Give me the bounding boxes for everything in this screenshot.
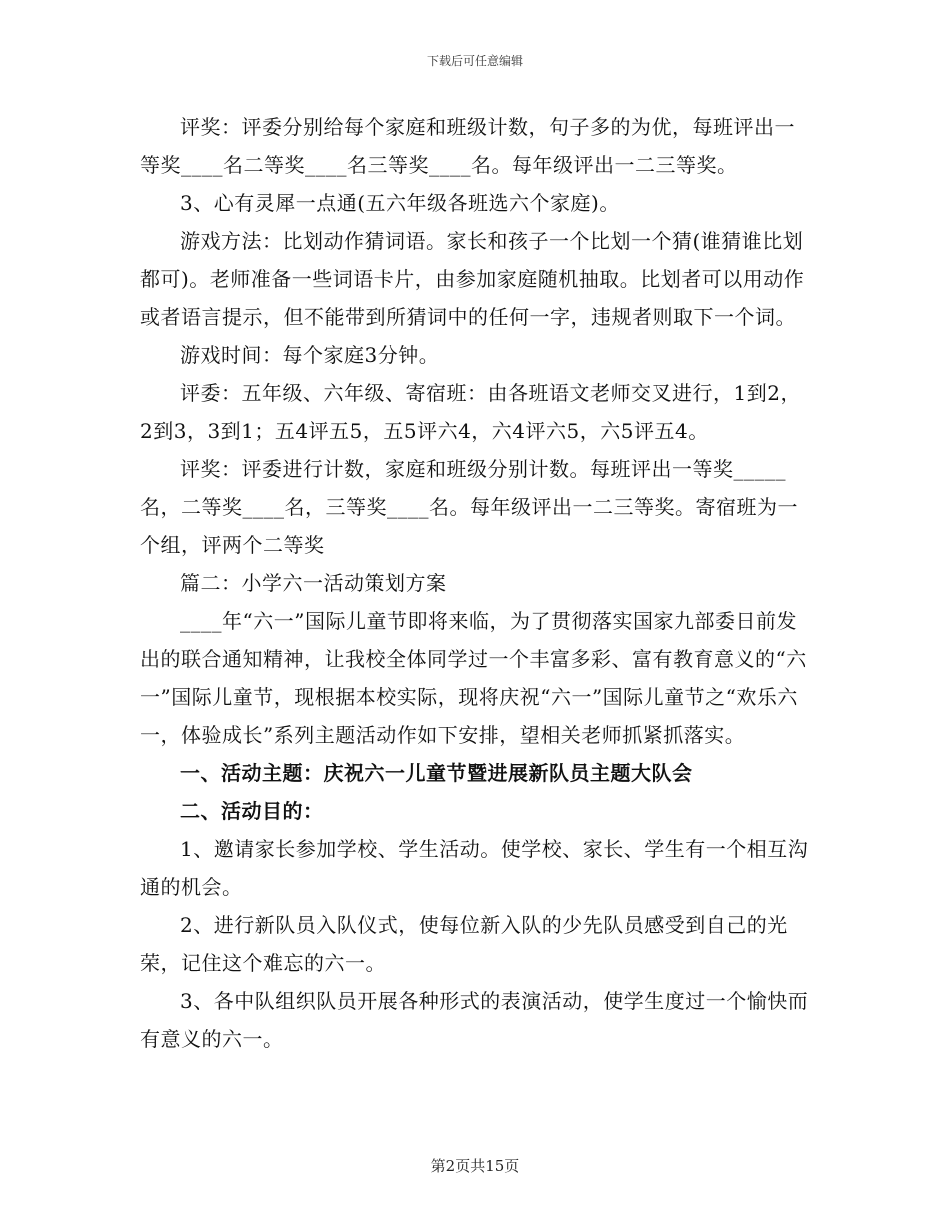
page-number: 第2页共15页 [430, 1157, 520, 1175]
paragraph-game-time: 游戏时间：每个家庭3分钟。 [180, 343, 440, 367]
paragraph-purpose-1: 1、邀请家长参加学校、学生活动。使学校、家长、学生有一个相互沟通的机会。 [140, 837, 809, 899]
heading-activity-theme: 一、活动主题：庆祝六一儿童节暨进展新队员主题大队会 [180, 761, 693, 785]
paragraph-purpose-3: 3、各中队组织队员开展各种形式的表演活动，使学生度过一个愉快而有意义的六一。 [140, 989, 809, 1051]
page-header: 下载后可任意编辑 [426, 54, 523, 68]
document-body [140, 108, 810, 1058]
paragraph-game-3-title: 3、心有灵犀一点通(五六年级各班选六个家庭)。 [180, 191, 620, 215]
paragraph-award-rules-2: 评奖：评委进行计数，家庭和班级分别计数。每班评出一等奖_____名，二等奖____名，三等奖____名。每年级评出一二三等奖。寄宿班为一个组，评两个二等奖 [140, 457, 798, 557]
paragraph-section-title: 篇二：小学六一活动策划方案 [180, 571, 447, 595]
paragraph-judges: 评委：五年级、六年级、寄宿班：由各班语文老师交叉进行，1到2，2到3，3到1；五4评五5，五5评六4，六4评六5，六5评五4。 [140, 381, 801, 443]
heading-activity-purpose: 二、活动目的： [180, 799, 324, 823]
paragraph-award-rules-1: 评奖：评委分别给每个家庭和班级计数，句子多的为优，每班评出一等奖____名二等奖____名三等奖____名。每年级评出一二三等奖。 [140, 115, 795, 177]
paragraph-intro: ____年“六一”国际儿童节即将来临，为了贯彻落实国家九部委日前发出的联合通知精神，让我校全体同学过一个丰富多彩、富有教育意义的“六一”国际儿童节，现根据本校实际，现将庆祝“六一”国际儿童节之“欢乐六一，体验成长”系列主题活动作如下安排，望相关老师抓紧抓落实。 [140, 609, 807, 747]
paragraph-game-method: 游戏方法：比划动作猜词语。家长和孩子一个比划一个猜(谁猜谁比划都可)。老师准备一些词语卡片，由参加家庭随机抽取。比划者可以用动作或者语言提示，但不能带到所猜词中的任何一字，违规者则取下一个词。 [140, 229, 805, 329]
paragraph-purpose-2: 2、进行新队员入队仪式，使每位新入队的少先队员感受到自己的光荣，记住这个难忘的六一。 [140, 913, 788, 975]
